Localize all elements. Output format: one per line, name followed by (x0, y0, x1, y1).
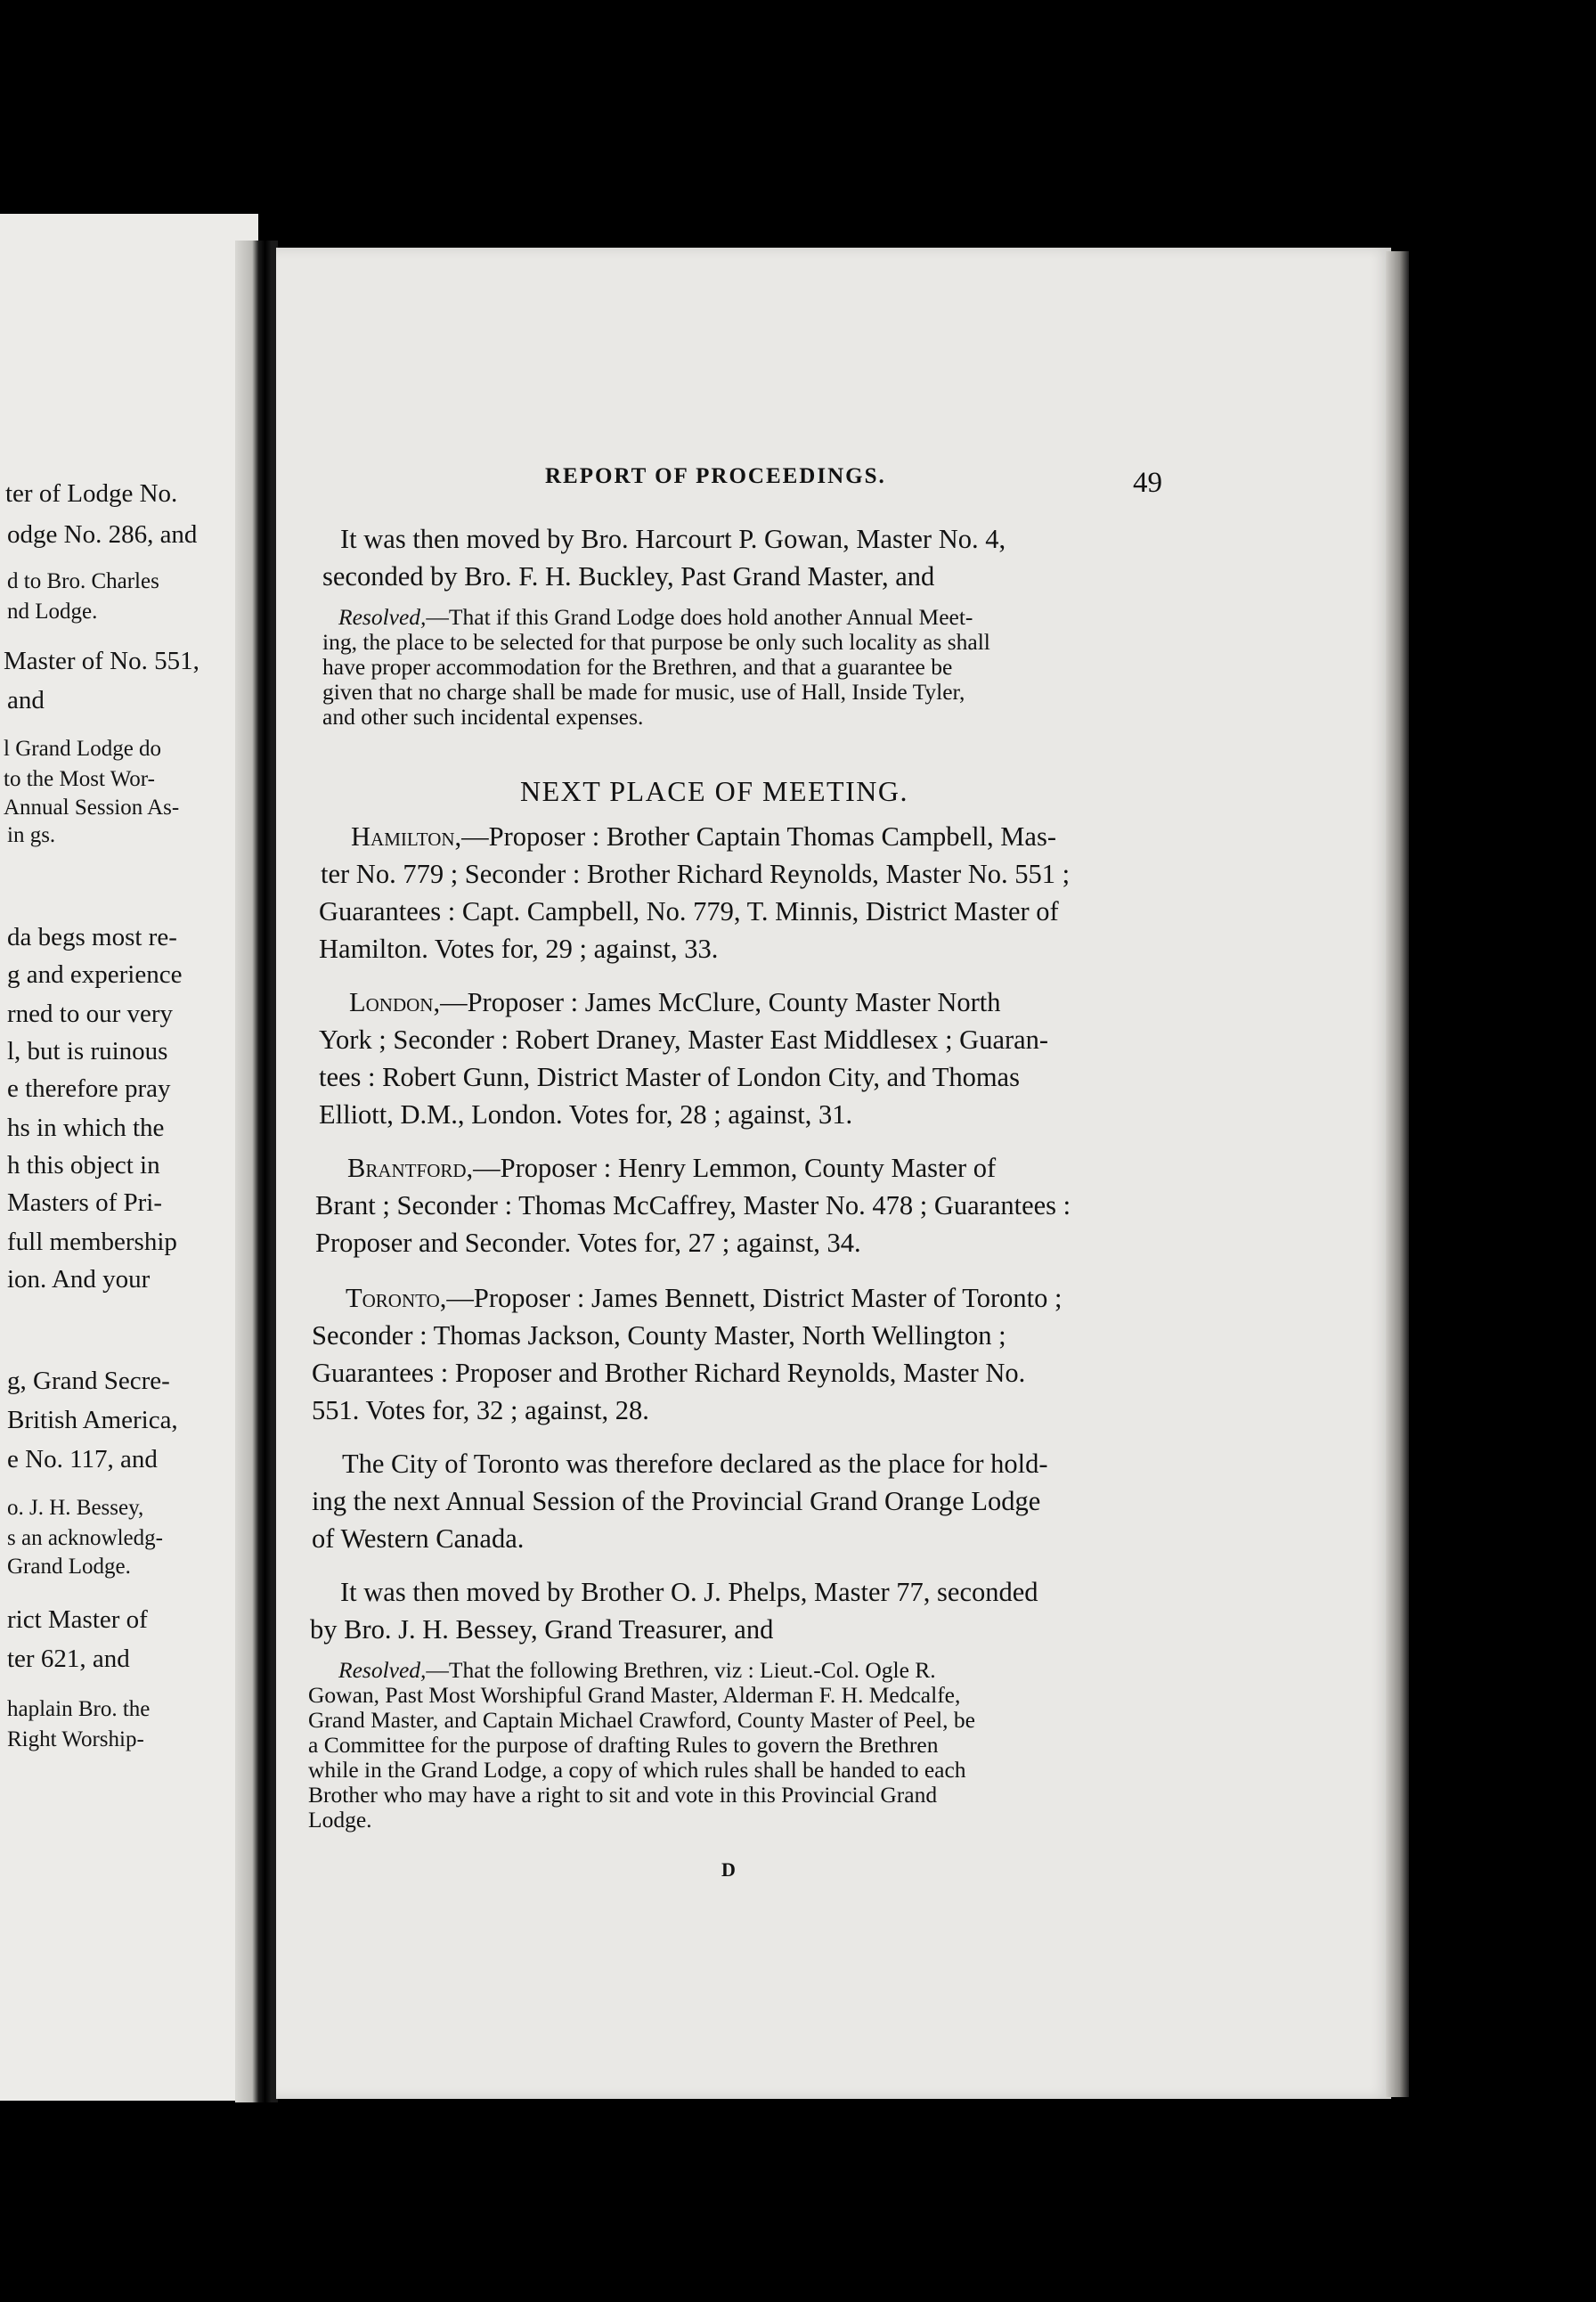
brantford-line: Proposer and Seconder. Votes for, 27 ; against, 34. (315, 1228, 861, 1258)
running-title: REPORT OF PROCEEDINGS. (545, 464, 886, 488)
london-text: —Proposer : James McClure, County Master North (440, 987, 1001, 1017)
resolution2-line: while in the Grand Lodge, a copy of which rules shall be handed to each (308, 1757, 966, 1783)
resolution2-line: Grand Master, and Captain Michael Crawford, County Master of Peel, be (308, 1707, 975, 1733)
left-line: nd Lodge. (7, 600, 98, 624)
declaration-line: of Western Canada. (312, 1523, 525, 1554)
motion1-line: It was then moved by Bro. Harcourt P. Gowan, Master No. 4, (340, 524, 1006, 554)
left-line: ion. And your (7, 1265, 151, 1294)
section-heading: NEXT PLACE OF MEETING. (520, 775, 908, 807)
hamilton-line: Hamilton. Votes for, 29 ; against, 33. (319, 934, 719, 964)
left-line: full membership (7, 1228, 177, 1256)
hamilton-line: Guarantees : Capt. Campbell, No. 779, T. Minnis, District Master of (319, 896, 1059, 927)
hamilton-line: ter No. 779 ; Seconder : Brother Richard Reynolds, Master No. 551 ; (321, 859, 1071, 889)
resolution2-line: Brother who may have a right to sit and vote in this Provincial Grand (308, 1782, 938, 1808)
left-line: British America, (7, 1406, 178, 1434)
resolution2-text: —That the following Brethren, viz : Lieut.-Col. Ogle R. (426, 1657, 936, 1683)
motion1-line: seconded by Bro. F. H. Buckley, Past Grand Master, and (322, 561, 935, 592)
left-line: Right Worship- (7, 1727, 144, 1751)
left-line: g, Grand Secre- (7, 1367, 170, 1395)
left-line: Master of No. 551, (4, 647, 200, 675)
place-name: London, (349, 987, 441, 1017)
london-line: tees : Robert Gunn, District Master of London City, and Thomas (319, 1062, 1020, 1092)
resolution2-first-line (338, 1659, 936, 1682)
left-line: Grand Lodge. (7, 1555, 131, 1579)
resolved-lead: Resolved, (338, 1657, 427, 1683)
london-line: York ; Seconder : Robert Draney, Master East Middlesex ; Guaran- (319, 1024, 1049, 1055)
left-line: d to Bro. Charles (7, 569, 159, 593)
brantford-line: Brant ; Seconder : Thomas McCaffrey, Master No. 478 ; Guarantees : (315, 1190, 1071, 1220)
left-line: rict Master of (7, 1605, 148, 1634)
hamilton-first-line (351, 823, 1056, 851)
toronto-text: —Proposer : James Bennett, District Master of Toronto ; (446, 1283, 1063, 1313)
resolution2-line: Lodge. (308, 1807, 372, 1833)
left-line: Annual Session As- (4, 796, 180, 820)
left-line: g and experience (7, 960, 183, 989)
brantford-first-line (347, 1155, 996, 1182)
london-first-line (349, 989, 1001, 1016)
left-line: da begs most re- (7, 923, 177, 951)
resolution1-line: and other such incidental expenses. (322, 704, 644, 730)
hamilton-text: —Proposer : Brother Captain Thomas Campbell, Mas- (461, 821, 1056, 852)
left-line: e No. 117, and (7, 1445, 158, 1473)
left-line: in gs. (7, 823, 56, 847)
place-name: Brantford, (347, 1153, 474, 1183)
page-number: 49 (1133, 467, 1162, 499)
signature-mark: D (721, 1858, 736, 1881)
left-line: o. J. H. Bessey, (7, 1496, 144, 1520)
resolution2-line: a Committee for the purpose of drafting Rules to govern the Brethren (308, 1732, 939, 1758)
left-line: and (7, 686, 45, 714)
resolution1-text: —That if this Grand Lodge does hold another Annual Meet- (426, 604, 973, 630)
left-line: e therefore pray (7, 1074, 171, 1103)
book-gutter (235, 241, 278, 2102)
resolved-lead: Resolved, (338, 604, 427, 630)
declaration-line: The City of Toronto was therefore declared as the place for hold- (342, 1449, 1048, 1479)
left-page-fragment (0, 214, 258, 2101)
resolution1-first-line (338, 606, 973, 629)
london-line: Elliott, D.M., London. Votes for, 28 ; against, 31. (319, 1099, 853, 1130)
left-line: ter 621, and (7, 1645, 130, 1673)
toronto-first-line (346, 1285, 1062, 1312)
declaration-line: ing the next Annual Session of the Provincial Grand Orange Lodge (312, 1486, 1041, 1516)
left-line: Masters of Pri- (7, 1188, 162, 1217)
left-line: odge No. 286, and (7, 520, 198, 549)
toronto-line: 551. Votes for, 32 ; against, 28. (312, 1395, 649, 1425)
left-line: ter of Lodge No. (5, 479, 178, 508)
resolution1-line: given that no charge shall be made for music, use of Hall, Inside Tyler, (322, 679, 965, 705)
left-line: hs in which the (7, 1114, 165, 1142)
left-line: h this object in (7, 1151, 160, 1180)
left-line: s an acknowledg- (7, 1526, 163, 1550)
left-line: l Grand Lodge do (4, 737, 162, 761)
resolution1-line: ing, the place to be selected for that purpose be only such locality as shall (322, 629, 990, 655)
page-edge-shadow (1386, 251, 1409, 2097)
place-name: Hamilton, (351, 821, 462, 852)
resolution1-line: have proper accommodation for the Brethren, and that a guarantee be (322, 654, 953, 680)
brantford-text: —Proposer : Henry Lemmon, County Master of (473, 1153, 997, 1183)
motion2-line: It was then moved by Brother O. J. Phelps, Master 77, seconded (340, 1577, 1038, 1607)
resolution2-line: Gowan, Past Most Worshipful Grand Master, Alderman F. H. Medcalfe, (308, 1682, 961, 1708)
left-line: l, but is ruinous (7, 1037, 168, 1065)
left-line: to the Most Wor- (4, 767, 155, 791)
motion2-line: by Bro. J. H. Bessey, Grand Treasurer, and (310, 1614, 774, 1645)
left-line: haplain Bro. the (7, 1697, 151, 1721)
toronto-line: Guarantees : Proposer and Brother Richard Reynolds, Master No. (312, 1358, 1026, 1388)
toronto-line: Seconder : Thomas Jackson, County Master, North Wellington ; (312, 1320, 1006, 1351)
left-line: rned to our very (7, 1000, 174, 1028)
place-name: Toronto, (346, 1283, 447, 1313)
